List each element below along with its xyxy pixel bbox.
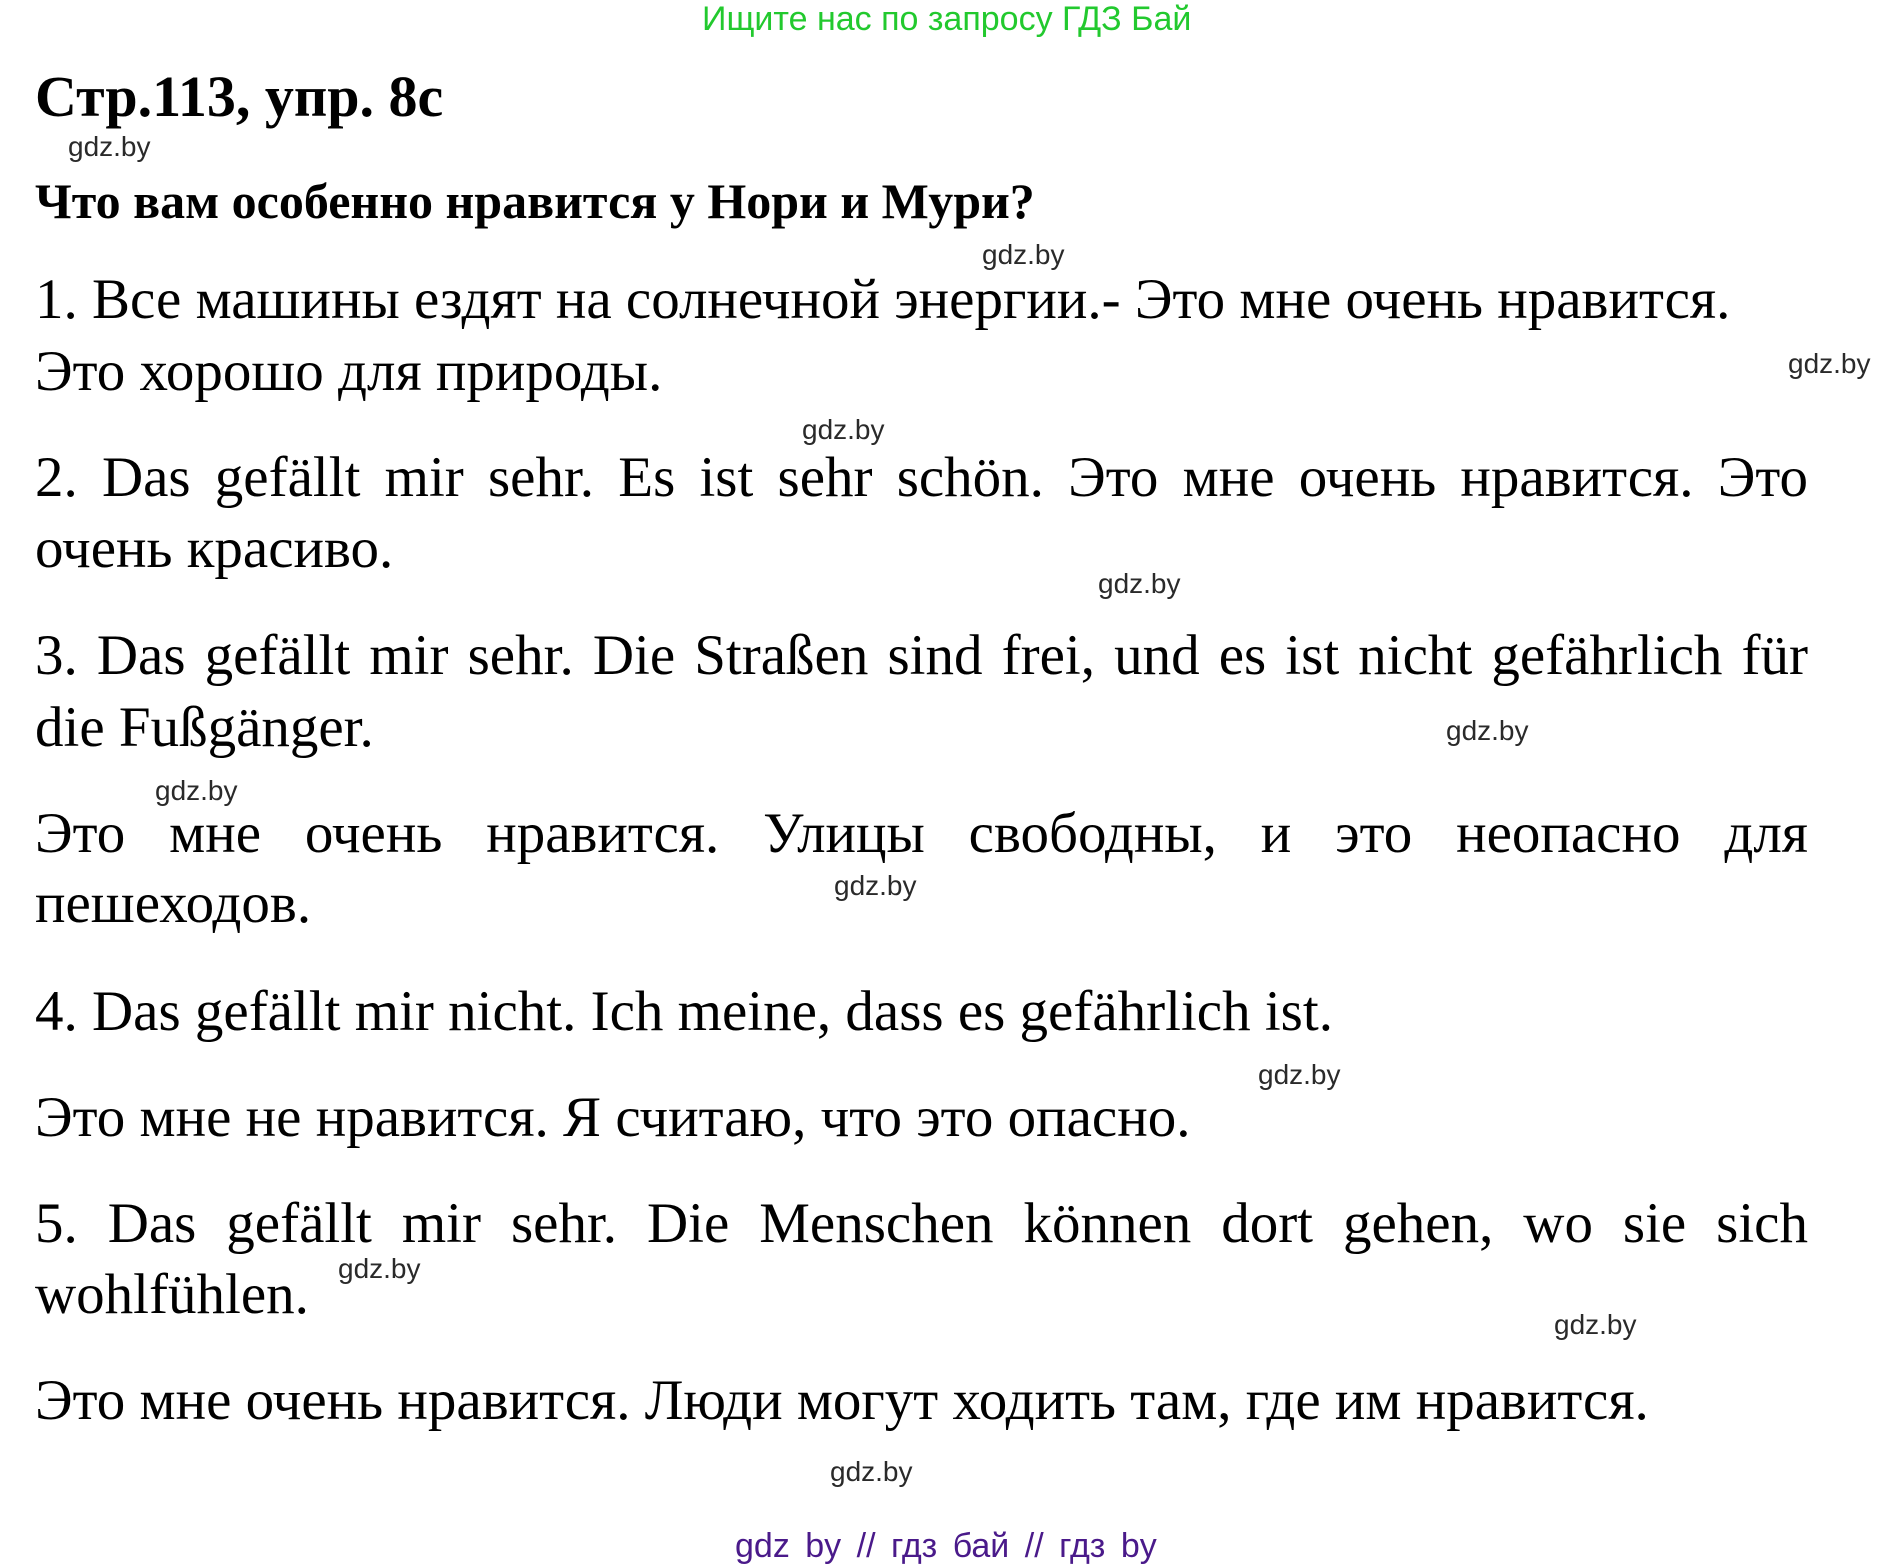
- answer-5-line-2: wohlfühlen.: [35, 1263, 309, 1326]
- watermark: gdz.by: [68, 131, 151, 162]
- answer-4-translation: Это мне не нравится. Я считаю, что это опасно.: [35, 1086, 1191, 1149]
- watermark: gdz.by: [155, 775, 238, 806]
- answer-5-translation: Это мне очень нравится. Люди могут ходить там, где им нравится.: [35, 1369, 1649, 1432]
- answer-3-line-1: 3. Das gefällt mir sehr. Die Straßen sind frei, und es ist nicht gefährlich für: [35, 624, 1808, 687]
- answer-2-line-1: 2. Das gefällt mir sehr. Es ist sehr schön. Это мне очень нравится. Это: [35, 446, 1808, 509]
- search-hint-banner: Ищите нас по запросу ГДЗ Бай: [702, 0, 1192, 38]
- watermark: gdz.by: [802, 414, 885, 445]
- watermark: gdz.by: [1446, 715, 1529, 746]
- answer-2-line-2: очень красиво.: [35, 517, 394, 580]
- watermark: gdz.by: [1098, 568, 1181, 599]
- watermark: gdz.by: [1788, 348, 1871, 379]
- answer-5-line-1: 5. Das gefällt mir sehr. Die Menschen können dort gehen, wo sie sich: [35, 1192, 1808, 1255]
- answer-1-line-1: 1. Все машины ездят на солнечной энергии.- Это мне очень нравится.: [35, 268, 1731, 331]
- answer-1-line-2: Это хорошо для природы.: [35, 340, 663, 403]
- exercise-question: Что вам особенно нравится у Нори и Мури?: [35, 173, 1035, 229]
- watermark: gdz.by: [834, 870, 917, 901]
- answer-3-line-2: die Fußgänger.: [35, 696, 374, 759]
- watermark: gdz.by: [338, 1253, 421, 1284]
- watermark: gdz.by: [982, 239, 1065, 270]
- page-title: Стр.113, упр. 8с: [35, 64, 444, 129]
- footer-brand-links: gdz by // гдз бай // гдз by: [735, 1527, 1157, 1565]
- answer-4-line-1: 4. Das gefällt mir nicht. Ich meine, dass es gefährlich ist.: [35, 980, 1333, 1043]
- answer-3-translation-line-2: пешеходов.: [35, 872, 312, 935]
- answer-3-translation-line-1: Это мне очень нравится. Улицы свободны, и это неопасно для: [35, 802, 1808, 865]
- watermark: gdz.by: [1258, 1059, 1341, 1090]
- watermark: gdz.by: [1554, 1309, 1637, 1340]
- watermark: gdz.by: [830, 1456, 913, 1487]
